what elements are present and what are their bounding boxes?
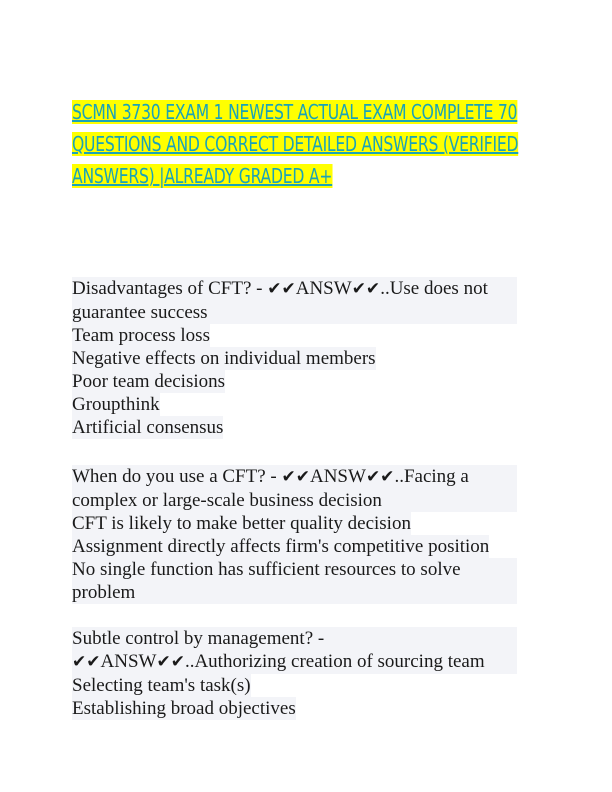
answer-word: ANSW — [309, 466, 366, 487]
answer-text: ..Use does not guarantee success — [72, 278, 488, 323]
answer-word: ANSW — [295, 278, 352, 299]
answer-text: ..Facing a complex or large-scale business decision — [72, 466, 469, 511]
answer-line: Establishing broad objectives — [72, 698, 296, 719]
qa-question-line — [72, 465, 517, 512]
answer-line: Negative effects on individual members — [72, 348, 376, 369]
answer-line: Artificial consensus — [72, 417, 224, 438]
checkmark-icon: ✔✔ — [72, 652, 101, 672]
document-title — [72, 96, 540, 192]
qa-block-3 — [72, 627, 522, 720]
checkmark-icon: ✔✔ — [156, 652, 185, 672]
checkmark-icon: ✔✔ — [365, 467, 395, 487]
answer-line: No single function has sufficient resources to solve problem — [72, 558, 517, 604]
question-text: Subtle control by management? - — [72, 628, 325, 649]
checkmark-icon: ✔✔ — [281, 467, 310, 487]
checkmark-icon: ✔✔ — [267, 279, 296, 299]
answer-line: Groupthink — [72, 394, 160, 415]
qa-question-line — [72, 277, 517, 324]
qa-block-2 — [72, 465, 532, 604]
question-text: Disadvantages of CFT? - — [72, 278, 268, 299]
answer-text: ..Authorizing creation of sourcing team — [184, 651, 485, 672]
answer-line: Assignment directly affects firm's competitive position — [72, 536, 490, 557]
checkmark-icon: ✔✔ — [351, 279, 381, 299]
answer-line: Team process loss — [72, 325, 210, 346]
answer-line: Poor team decisions — [72, 371, 226, 392]
qa-question-line — [72, 627, 517, 674]
qa-block-1 — [72, 277, 532, 439]
answer-line: CFT is likely to make better quality decision — [72, 513, 411, 534]
document-title-text: SCMN 3730 EXAM 1 NEWEST ACTUAL EXAM COMPLETE 70 QUESTIONS AND CORRECT DETAILED ANSWERS (VERIFIED ANSWERS) |ALREADY GRADED A+ — [72, 100, 519, 188]
answer-word: ANSW — [100, 651, 157, 672]
answer-line: Selecting team's task(s) — [72, 675, 251, 696]
question-text: When do you use a CFT? - — [72, 466, 282, 487]
